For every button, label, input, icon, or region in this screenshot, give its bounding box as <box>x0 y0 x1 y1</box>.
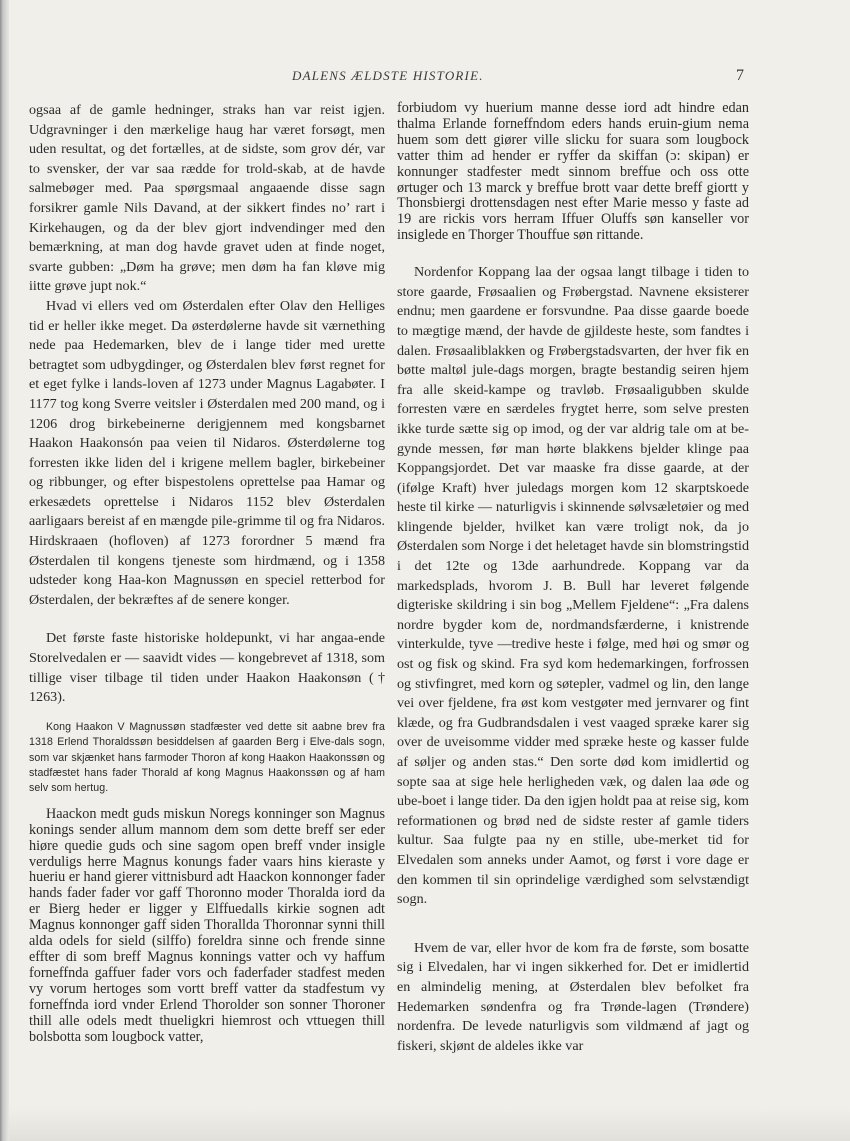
paragraph: ogsaa af de gamle hedninger, straks han var reist igjen. Udgravninger i den mærkelige haug har været forsøgt, men uden resultat, og det fortælles, at de sidste, som grov dér, var to svensker, der var saa rædde for trold-skab, at de havde salmebøger med. Paa spørgsmaal angaaende disse sagn forsikrer gamle Nils Davand, at der sikkert findes no’ rart i Kirkehaugen, og da der blev gjort indvendinger med den bemærkning, at man dog havde gravet uden at finde noget, svarte gubben: „Døm ha grøve; men døm ha fan kløve mig iitte grøve jupt nok.“ <box>29 102 385 295</box>
page-number: 7 <box>736 67 744 84</box>
page-bottom-shadow <box>9 1107 850 1141</box>
charter-quote-continued: forbiudom vy huerium manne desse iord adt hindre edan thalma Erlande forneffndom eders hands eruin-gium nema huem som dett giører ville slicku for suara som lougbock vatter thim ad hender er ryffer da skiffan (ɔ: skipan) er konnunger stadfester medt sinnom breffue och oss otte ørtuger och 13 marck y breffue brott vaar dette breff giortt y Thonsbiergi drottensdagen nest efter Marie messo y faste ad 19 are rickis vors herram Iffuer Oluffs søn kanseller vor insiglede en Thorger Thouffue søn rittande. <box>397 100 749 244</box>
page-header <box>284 68 744 88</box>
paragraph: Nordenfor Koppang laa der ogsaa langt tilbage i tiden to store gaarde, Frøsaalien og Frøbergstad. Navnene eksisterer endnu; men gaardene er forsvundne. Paa disse gaarde boede to mægtige mænd, der havde de gjildeste heste, som fandtes i dalen. Frøsaaliblakken og Frøbergstadsvarten, der hver fik en bøtte maltøl jule-dags morgen, bragte bestandig seiren hjem fra alle skeid-kampe og travløb. Frøsaaligubben skulde forresten være en særdeles frygtet herre, som selve presten ikke turde sætte sig op imod, og der var aldrig tale om at be-gynde messen, før man hørte blakkens bjelder klinge paa Koppangsjordet. Det var maaske fra disse gaarde, at der (ifølge Kraft) hver juledags morgen kom 12 skarptskoede heste til kirke — naturligvis i skinnende sølvsæletøier og med klingende bjelder, hvilket kan være troligt nok, da jo Østerdalen som Norge i det heletaget havde sin blomstringstid i det 12te og 13de aarhundrede. Koppang var da markedsplads, hvorom J. B. Bull har leveret følgende digteriske skildring i sin bog „Mellem Fjeldene“: „Fra dalens nordre bygder kom de, nordmandsfærderne, i knistrende vinterkulde, tyve —tredive heste i følge, med høi og smør og ost og fisk og skind. Fra syd kom hedemarkingen, forfrossen og stivfingret, med korn og søtepler, vadmel og lin, den lange vei over fjeldene, fra øst kom vestgøter med jernvarer og fint klæde, og fra Gudbrandsdalen i vest vaaged spræke karer sig over de uveisomme vidder med spræke heste og kasser fulde af søljer og anden stas.“ Den sorte død kom imidlertid og sopte saa at sige hele herligheden væk, og dalen laa øde og ube-boet i lange tider. Da den igjen holdt paa at reise sig, kom reformationen og brød ned de sidste rester af gamle tiders kultur. Saa fulgte paa ny en stille, ube-merket tid for Elvedalen som anneks under Aamot, og først i vore dage er den kommen til sin oprindelige værdighed som selvstændigt sogn. <box>397 264 749 908</box>
paragraph: Det første faste historiske holdepunkt, vi har angaa-ende Storelvedalen er — saavidt vides — kongebrevet af 1318, som tillige viser tilbage til tiden under Haakon Haakonsøn († 1263). <box>29 630 385 706</box>
charter-quote: Haackon medt guds miskun Noregs konninger son Magnus konings sender allum mannom dem som dette breff ser eder hiøre quedie guds och sine sagom open breff vnder insigle verduligs herre Magnus konungs fader vaars hins kieraste y hueriu er hand gierer vittnisburd adt Haackon konnonger fader hands fader fader vor gaff Thoronno moder Thoralda iord da er Bierg heder er ligger y Elffuedalls kirkie sognen adt Magnus konnonger gaff siden Thorallda Thoronnar synni thill alda odels for sield (silffo) foreldra sinne och frende sinne effter di som breff Magnus konnings vatter och vy haffum forneffnda gaffuer fader vors och faderfader stadfest meden vy vorum hertoges som vortt breff vatter da stadfestum vy forneffnda iord vnder Erlend Thorolder son sonner Thoroner thill alle odels medt thueligkri hiemrost och vttuegen thill bolsbotta som lougbock vatter, <box>29 805 385 1045</box>
left-column <box>29 101 385 1045</box>
paragraph: Hvad vi ellers ved om Østerdalen efter Olav den Helliges tid er heller ikke meget. Da østerdølerne havde sit værnething nede paa Hedemarken, blev de i lange tider med urette betragtet som udbygdinger, og Østerdalen blev først regnet for et eget fylke i lands-loven af 1273 under Magnus Lagabøter. I 1177 tog kong Sverre veitsler i Østerdalen med 200 mand, og i 1206 drog birkebeinerne derigjennem med kongsbarnet Haakon Haakonsón paa veien til Nidaros. Østerdølerne tog forresten ikke liden del i krigene mellem bagler, birkebeiner og ribbunger, og efter bispestolens oprettelse paa Hamar og erkesædets oprettelse i Nidaros 1152 blev Østerdalen aarligaars bereist af en mængde pile-grimme til og fra Nidaros. Hirdskraaen (hofloven) af 1273 forordner 5 mænd fra Østerdalen til kongens tjeneste som hirdmænd, og i 1358 udsteder kong Haa-kon Magnussøn en speciel retterbod for Østerdalen, der bekræftes af de senere konger. <box>29 297 385 608</box>
editorial-note: Kong Haakon V Magnussøn stadfæster ved dette sit aabne brev fra 1318 Erlend Thoraldssøn besiddelsen af gaarden Berg i Elve-dals sogn, som var skjænket hans farmoder Thoron af kong Haakon Haakonssøn og stadfæstet hans fader Thorald af kong Magnus Haakonssøn og af ham selv som hertug. <box>29 720 385 795</box>
page-edge-shadow <box>0 0 9 1141</box>
right-column <box>397 101 749 1056</box>
running-title: DALENS ÆLDSTE HISTORIE. <box>292 68 484 83</box>
paragraph: Hvem de var, eller hvor de kom fra de første, som bosatte sig i Elvedalen, har vi ingen sikkerhed for. Det er imidlertid en almindelig mening, at Østerdalen blev befolket fra Hedemarken søndenfra og fra Trønde-lagen (Trøndere) nordenfra. De levede naturligvis som vildmænd af jagt og fiskeri, skjønt de aldeles ikke var <box>397 939 749 1054</box>
